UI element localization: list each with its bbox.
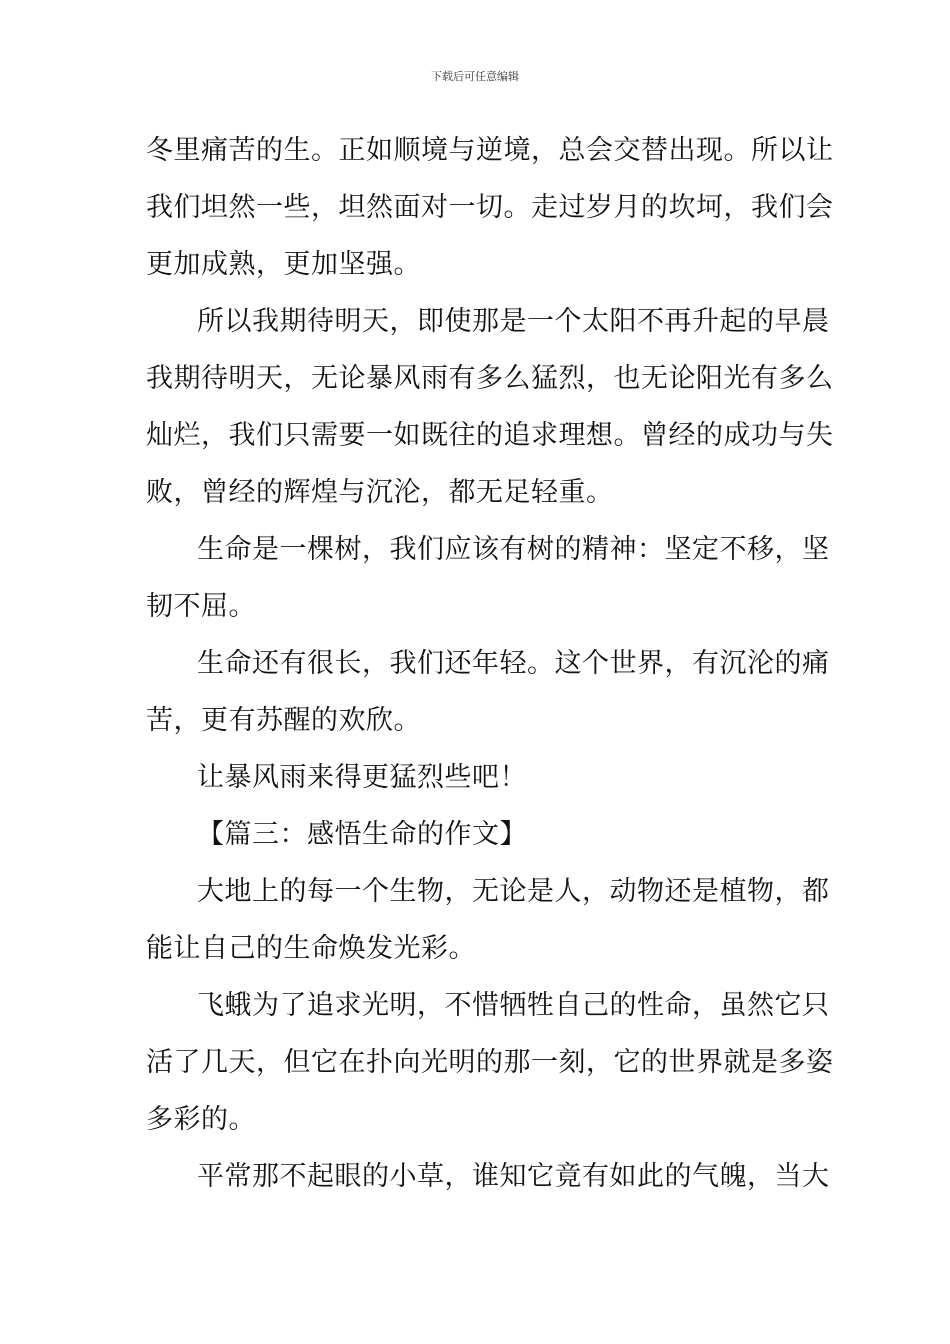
text-line: 让暴风雨来得更猛烈些吧！ (197, 762, 527, 793)
text-line: 活了几天，但它在扑向光明的那一刻，它的世界就是多姿 (146, 1047, 834, 1078)
text-line: 苦，更有苏醒的欢欣。 (146, 705, 421, 736)
page-header-note: 下载后可任意编辑 (431, 70, 519, 83)
text-line: 能让自己的生命焕发光彩。 (146, 933, 476, 964)
text-line: 大地上的每一个生物，无论是人，动物还是植物，都 (197, 876, 830, 907)
text-line: 更加成熟，更加坚强。 (146, 249, 421, 280)
text-line: 多彩的。 (146, 1104, 256, 1135)
section-heading: 【篇三：感悟生命的作文】 (197, 819, 527, 850)
text-line: 所以我期待明天，即使那是一个太阳不再升起的早晨 (197, 306, 830, 337)
text-line: 韧不屈。 (146, 591, 256, 622)
text-line: 败，曾经的辉煌与沉沦，都无足轻重。 (146, 477, 614, 508)
text-line: 冬里痛苦的生。正如顺境与逆境，总会交替出现。所以让 (146, 135, 834, 166)
text-line: 我期待明天，无论暴风雨有多么猛烈，也无论阳光有多么 (146, 363, 834, 394)
text-line: 灿烂，我们只需要一如既往的追求理想。曾经的成功与失 (146, 420, 834, 451)
text-line: 生命还有很长，我们还年轻。这个世界，有沉沦的痛 (197, 648, 830, 679)
text-line: 我们坦然一些，坦然面对一切。走过岁月的坎坷，我们会 (146, 192, 834, 223)
text-line: 飞蛾为了追求光明，不惜牺牲自己的性命，虽然它只 (197, 990, 830, 1021)
text-line: 生命是一棵树，我们应该有树的精神：坚定不移，坚 (197, 534, 830, 565)
text-line: 平常那不起眼的小草，谁知它竟有如此的气魄，当大 (197, 1161, 830, 1192)
